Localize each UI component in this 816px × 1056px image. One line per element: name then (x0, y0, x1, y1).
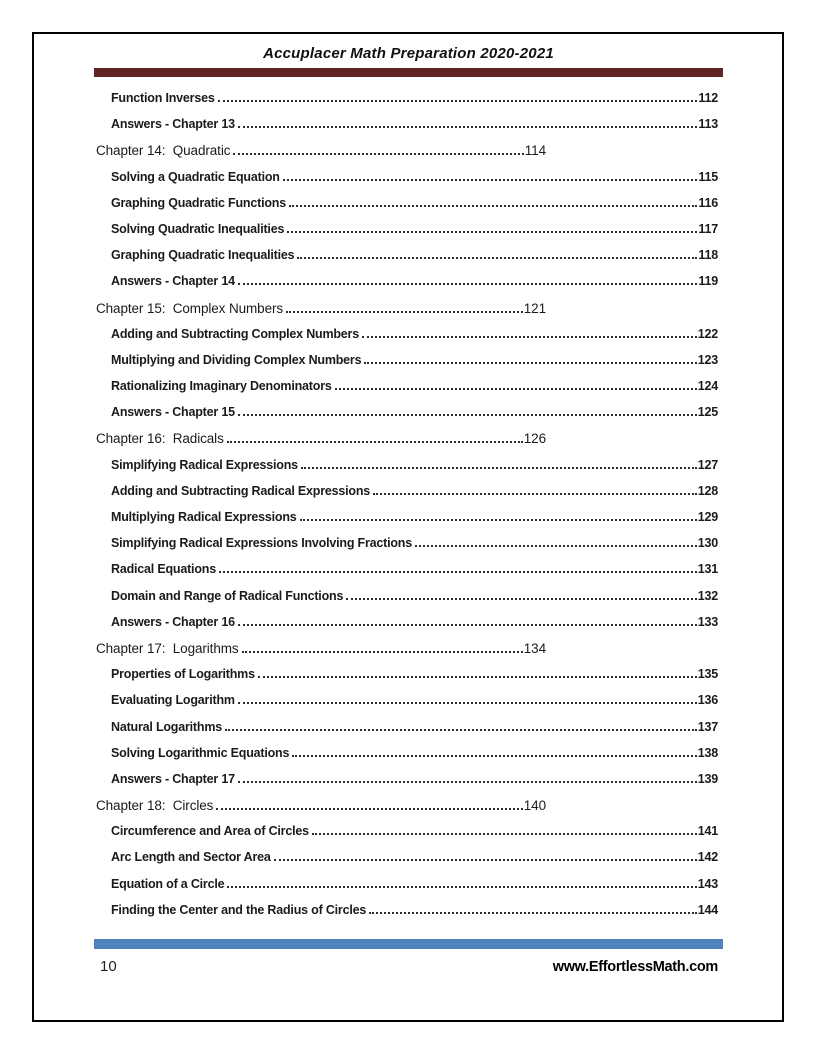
dot-leader (369, 912, 697, 914)
toc-entry-page: 128 (697, 483, 718, 498)
dot-leader (346, 598, 697, 600)
footer (96, 958, 718, 975)
toc-sub-entry (96, 824, 718, 850)
toc-sub-entry (96, 353, 718, 379)
page-title: Accuplacer Math Preparation 2020-2021 (263, 45, 554, 62)
toc-sub-entry (96, 91, 718, 117)
toc-entry-label: Solving Logarithmic Equations (111, 745, 290, 760)
toc-entry-page: 139 (697, 771, 718, 786)
toc-entry-label: Answers - Chapter 14 (111, 274, 235, 289)
dot-leader (362, 336, 697, 338)
toc-sub-entry (96, 693, 718, 719)
toc-entry-label: Domain and Range of Radical Functions (111, 588, 344, 603)
toc-chapter-entry (96, 798, 546, 824)
toc-entry-page: 130 (697, 536, 718, 551)
toc-chapter-entry (96, 641, 546, 667)
toc-sub-entry (96, 562, 718, 588)
toc-entry-label: Graphing Quadratic Inequalities (111, 248, 295, 263)
toc-entry-label: Function Inverses (111, 91, 215, 105)
dot-leader (225, 729, 697, 731)
toc-entry-label: Radical Equations (111, 562, 216, 577)
toc-entry-page: 124 (697, 379, 718, 394)
toc-entry-label: Chapter 18: Circles (96, 798, 214, 814)
toc-entry-label: Adding and Subtracting Complex Numbers (111, 326, 359, 341)
toc-sub-entry (96, 484, 718, 510)
toc-entry-page: 142 (697, 850, 718, 865)
toc-sub-entry (96, 903, 718, 929)
dot-leader (216, 808, 522, 810)
toc-entry-label: Solving Quadratic Inequalities (111, 221, 285, 236)
dot-leader (373, 493, 697, 495)
dot-leader (242, 651, 523, 653)
toc-entry-page: 123 (697, 352, 718, 367)
dot-leader (300, 519, 697, 521)
toc-entry-label: Chapter 17: Logarithms (96, 640, 239, 656)
toc-entry-label: Arc Length and Sector Area (111, 850, 271, 865)
toc-entry-page: 116 (698, 195, 718, 210)
toc-sub-entry (96, 117, 718, 143)
dot-leader (415, 545, 697, 547)
dot-leader (238, 781, 697, 783)
toc-entry-page: 114 (524, 143, 546, 159)
dot-leader (233, 153, 523, 155)
toc-sub-entry (96, 850, 718, 876)
dot-leader (289, 205, 697, 207)
toc-entry-page: 127 (697, 457, 718, 472)
toc-entry-page: 144 (697, 902, 718, 917)
toc-entry-page: 133 (697, 614, 718, 629)
toc-entry-page: 137 (697, 719, 718, 734)
dot-leader (258, 676, 697, 678)
website-link[interactable]: www.EffortlessMath.com (552, 959, 718, 975)
toc-entry-page: 121 (523, 300, 546, 316)
toc-entry-label: Chapter 15: Complex Numbers (96, 300, 284, 316)
dot-leader (301, 467, 697, 469)
toc-entry-label: Answers - Chapter 15 (111, 405, 235, 420)
toc-entry-label: Answers - Chapter 16 (111, 614, 235, 629)
toc-entry-page: 136 (697, 693, 718, 708)
dot-leader (292, 755, 696, 757)
toc-entry-page: 129 (697, 510, 718, 524)
toc-entry-label: Simplifying Radical Expressions (111, 457, 298, 472)
toc-entry-page: 135 (697, 667, 718, 682)
toc-entry-page: 113 (698, 117, 718, 132)
toc-sub-entry (96, 405, 718, 431)
toc-entry-label: Graphing Quadratic Functions (111, 195, 286, 210)
toc-entry-label: Equation of a Circle (111, 876, 225, 891)
dot-leader (335, 388, 697, 390)
toc-entry-page: 117 (698, 221, 718, 236)
toc-entry-label: Chapter 16: Radicals (96, 431, 224, 447)
toc-entry-page: 115 (698, 169, 718, 184)
toc-entry-page: 125 (697, 405, 718, 420)
toc-entry-label: Adding and Subtracting Radical Expressions (111, 483, 371, 498)
toc-entry-label: Circumference and Area of Circles (111, 824, 309, 839)
toc-entry-label: Chapter 14: Quadratic (96, 143, 231, 159)
toc-entry-label: Answers - Chapter 13 (111, 117, 235, 132)
table-of-contents (96, 91, 718, 929)
toc-sub-entry (96, 589, 718, 615)
toc-entry-label: Solving a Quadratic Equation (111, 169, 280, 184)
toc-sub-entry (96, 877, 718, 903)
toc-sub-entry (96, 379, 718, 405)
dot-leader (286, 311, 523, 313)
toc-sub-entry (96, 196, 718, 222)
toc-chapter-entry (96, 143, 546, 169)
dot-leader (364, 362, 696, 364)
toc-sub-entry (96, 458, 718, 484)
toc-entry-page: 141 (697, 824, 718, 839)
toc-sub-entry (96, 746, 718, 772)
toc-entry-label: Simplifying Radical Expressions Involving Fractions (111, 536, 412, 551)
toc-entry-page: 112 (698, 91, 718, 105)
dot-leader (283, 179, 698, 181)
toc-entry-label: Answers - Chapter 17 (111, 771, 235, 786)
toc-sub-entry (96, 248, 718, 274)
toc-sub-entry (96, 720, 718, 746)
toc-entry-label: Properties of Logarithms (111, 667, 255, 682)
toc-sub-entry (96, 667, 718, 693)
dot-leader (219, 571, 697, 573)
dot-leader (312, 833, 697, 835)
dot-leader (227, 886, 696, 888)
toc-entry-label: Multiplying Radical Expressions (111, 510, 297, 524)
dot-leader (238, 283, 698, 285)
dot-leader (218, 100, 698, 102)
toc-entry-page: 118 (698, 248, 718, 263)
toc-entry-label: Finding the Center and the Radius of Circles (111, 902, 367, 917)
toc-sub-entry (96, 170, 718, 196)
dot-leader (227, 441, 523, 443)
dot-leader (238, 702, 697, 704)
toc-entry-page: 140 (523, 798, 546, 814)
page-number: 10 (100, 958, 117, 975)
toc-entry-page: 119 (698, 274, 718, 289)
dot-leader (238, 126, 698, 128)
toc-entry-label: Rationalizing Imaginary Denominators (111, 379, 332, 394)
toc-chapter-entry (96, 301, 546, 327)
toc-entry-label: Multiplying and Dividing Complex Numbers (111, 352, 362, 367)
dot-leader (287, 231, 697, 233)
toc-sub-entry (96, 327, 718, 353)
toc-entry-page: 143 (697, 876, 718, 891)
toc-sub-entry (96, 772, 718, 798)
toc-entry-label: Evaluating Logarithm (111, 693, 235, 708)
toc-entry-page: 131 (697, 562, 718, 577)
toc-entry-label: Natural Logarithms (111, 719, 222, 734)
toc-entry-page: 126 (523, 431, 546, 447)
dot-leader (238, 414, 697, 416)
dot-leader (297, 257, 697, 259)
dot-leader (274, 859, 697, 861)
toc-sub-entry (96, 274, 718, 300)
toc-chapter-entry (96, 431, 546, 457)
footer-rule (94, 939, 723, 949)
toc-sub-entry (96, 536, 718, 562)
toc-sub-entry (96, 615, 718, 641)
header-rule (94, 68, 723, 77)
toc-entry-page: 132 (697, 588, 718, 603)
toc-entry-page: 122 (697, 326, 718, 341)
toc-entry-page: 134 (523, 640, 546, 656)
toc-entry-page: 138 (697, 745, 718, 760)
dot-leader (238, 624, 697, 626)
toc-sub-entry (96, 510, 718, 536)
toc-sub-entry (96, 222, 718, 248)
